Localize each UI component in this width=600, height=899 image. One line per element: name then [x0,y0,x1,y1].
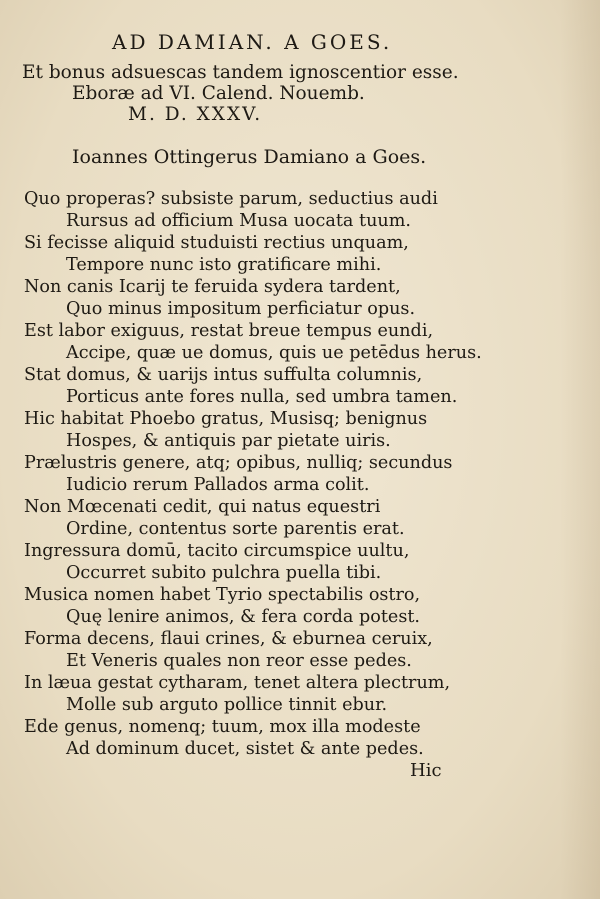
page-edge-shading [560,0,600,899]
verse-line: Ede genus, nomenq; tuum, mox illa modeste [24,717,421,737]
verse-line: Ad dominum ducet, sistet & ante pedes. [66,739,424,759]
verse-line: Si fecisse aliquid studuisti rectius unquam, [24,233,409,253]
verse-line: Accipe, quæ ue domus, quis ue petēdus herus. [66,343,482,363]
verse-line: Stat domus, & uarijs intus suffulta columnis, [24,365,423,385]
verse-line: In læua gestat cytharam, tenet altera plectrum, [24,673,451,693]
verse-line: Tempore nunc isto gratificare mihi. [66,255,382,275]
verse-line: Ingressura domū, tacito circumspice uultu, [24,541,410,561]
verse-line: Est labor exiguus, restat breue tempus eundi, [24,321,434,341]
closing-line: Eboræ ad VI. Calend. Nouemb. [72,83,365,104]
verse-line: Hic habitat Phoebo gratus, Musisq; benignus [24,409,428,429]
verse-line: Hospes, & antiquis par pietate uiris. [66,431,391,451]
verse-line: Molle sub arguto pollice tinnit ebur. [66,695,388,715]
verse-line: Quo properas? subsiste parum, seductius audi [24,189,438,209]
catchword: Hic [410,760,442,781]
verse-line: Forma decens, flaui crines, & eburnea ceruix, [24,629,433,649]
verse-line: Prælustris genere, atq; opibus, nulliq; secundus [24,453,453,473]
verse-line: Iudicio rerum Pallados arma colit. [66,475,370,495]
verse-line: Ordine, contentus sorte parentis erat. [66,519,405,539]
closing-date: M. D. XXXV. [128,104,263,125]
verse-line: Porticus ante fores nulla, sed umbra tamen. [66,387,458,407]
verse-line: Quo minus impositum perficiatur opus. [66,299,416,319]
verse-line: Occurret subito pulchra puella tibi. [66,563,382,583]
closing-line: Et bonus adsuescas tandem ignoscentior esse. [22,62,459,83]
verse-line: Musica nomen habet Tyrio spectabilis ostro, [24,585,421,605]
verse-line: Non canis Icarij te feruida sydera tardent, [24,277,401,297]
verse-line: Quę lenire animos, & fera corda potest. [66,607,421,627]
verse-line: Rursus ad officium Musa uocata tuum. [66,211,412,231]
poem-title: Ioannes Ottingerus Damiano a Goes. [72,146,427,168]
verse-line: Et Veneris quales non reor esse pedes. [66,651,412,671]
running-head: AD DAMIAN. A GOES. [112,30,393,54]
verse-line: Non Mœcenati cedit, qui natus equestri [24,497,381,517]
